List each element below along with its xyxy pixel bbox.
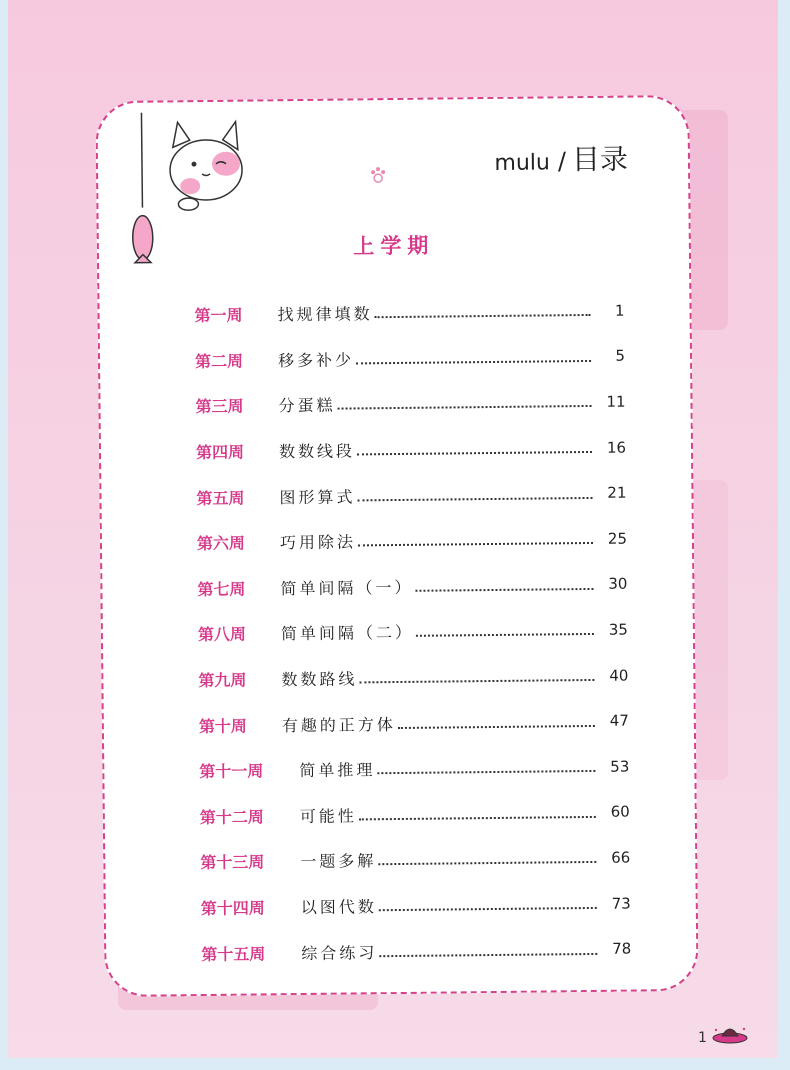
toc-title: 综合练习	[301, 942, 378, 963]
toc-dot-leader	[358, 539, 593, 546]
toc-title: 一题多解	[300, 851, 377, 872]
toc-dot-leader	[338, 402, 592, 410]
title-pinyin: mulu	[494, 150, 551, 176]
table-of-contents	[194, 288, 631, 976]
toc-dot-leader	[377, 767, 595, 774]
toc-week: 第八周	[197, 625, 247, 645]
toc-dot-leader	[398, 722, 595, 729]
toc-title: 有趣的正方体	[281, 714, 396, 735]
toc-page-number: 35	[608, 620, 628, 639]
toc-dot-leader	[416, 630, 594, 637]
toc-row[interactable]	[200, 835, 630, 885]
toc-title: 找规律填数	[277, 304, 373, 325]
toc-row[interactable]	[200, 789, 630, 839]
toc-dot-leader	[356, 357, 591, 364]
toc-title: 简单间隔（二）	[280, 623, 415, 644]
toc-page-number: 30	[608, 574, 628, 594]
toc-row[interactable]	[197, 561, 627, 611]
toc-row[interactable]	[194, 288, 624, 338]
toc-row[interactable]	[197, 516, 627, 566]
toc-row[interactable]	[196, 470, 626, 520]
toc-page-number: 1	[614, 301, 625, 320]
toc-week: 第四周	[195, 442, 245, 463]
toc-title: 数数线段	[278, 441, 356, 462]
toc-row[interactable]	[198, 652, 628, 702]
toc-title: 图形算式	[279, 487, 356, 507]
toc-week: 第十五周	[201, 944, 266, 964]
toc-week: 第十二周	[199, 807, 264, 827]
toc-page-number: 25	[607, 529, 628, 548]
toc-dot-leader	[379, 950, 597, 957]
toc-page-number: 73	[611, 894, 631, 913]
toc-dot-leader	[357, 494, 592, 501]
toc-title: 移多补少	[277, 350, 355, 371]
toc-title: 可能性	[299, 806, 357, 826]
toc-row[interactable]	[199, 744, 629, 794]
toc-week: 第一周	[194, 305, 243, 326]
title-chinese: 目录	[571, 142, 629, 177]
toc-row[interactable]	[199, 698, 629, 748]
toc-dot-leader	[415, 585, 593, 592]
toc-dot-leader	[379, 904, 597, 911]
toc-page-number: 21	[607, 483, 627, 502]
toc-week: 第十四周	[200, 898, 265, 919]
toc-page-number: 40	[609, 666, 629, 685]
toc-week: 第六周	[196, 533, 246, 554]
toc-dot-leader	[359, 676, 594, 683]
toc-dot-leader	[359, 813, 596, 820]
contents-card	[95, 95, 698, 997]
toc-week: 第十周	[198, 716, 247, 736]
section-heading: 上学期	[353, 233, 435, 259]
toc-page-number: 60	[610, 802, 630, 822]
toc-title: 数数路线	[281, 669, 358, 690]
toc-title: 分蛋糕	[278, 396, 336, 416]
toc-row[interactable]	[195, 333, 625, 383]
toc-page-number: 66	[611, 848, 631, 867]
toc-dot-leader	[378, 858, 596, 865]
page-title	[494, 138, 628, 179]
toc-page-number: 16	[606, 438, 627, 457]
toc-row[interactable]	[195, 379, 625, 429]
toc-title: 简单推理	[299, 760, 376, 781]
ufo-icon	[710, 1024, 750, 1046]
toc-row[interactable]	[196, 424, 626, 474]
footer-page-number: 1	[698, 1030, 707, 1046]
toc-row[interactable]	[201, 880, 631, 930]
toc-title: 巧用除法	[279, 532, 357, 553]
toc-row[interactable]	[198, 607, 628, 657]
toc-title: 简单间隔（一）	[280, 577, 414, 599]
paw-icon	[368, 165, 388, 185]
toc-page-number: 5	[615, 346, 626, 366]
toc-page-number: 78	[612, 939, 632, 958]
toc-week: 第十一周	[199, 761, 264, 782]
toc-row[interactable]	[201, 926, 631, 976]
toc-week: 第十三周	[200, 852, 265, 873]
toc-page-number: 47	[609, 711, 629, 730]
toc-week: 第七周	[197, 579, 246, 599]
book-page	[8, 0, 778, 1058]
toc-week: 第二周	[194, 351, 244, 371]
toc-week: 第三周	[195, 397, 244, 417]
title-slash: /	[557, 147, 567, 176]
toc-page-number: 11	[606, 392, 626, 411]
toc-week: 第九周	[198, 670, 247, 691]
toc-page-number: 53	[610, 757, 630, 776]
toc-dot-leader	[375, 311, 591, 318]
toc-title: 以图代数	[300, 897, 377, 918]
toc-dot-leader	[357, 448, 592, 455]
toc-week: 第五周	[196, 488, 245, 508]
